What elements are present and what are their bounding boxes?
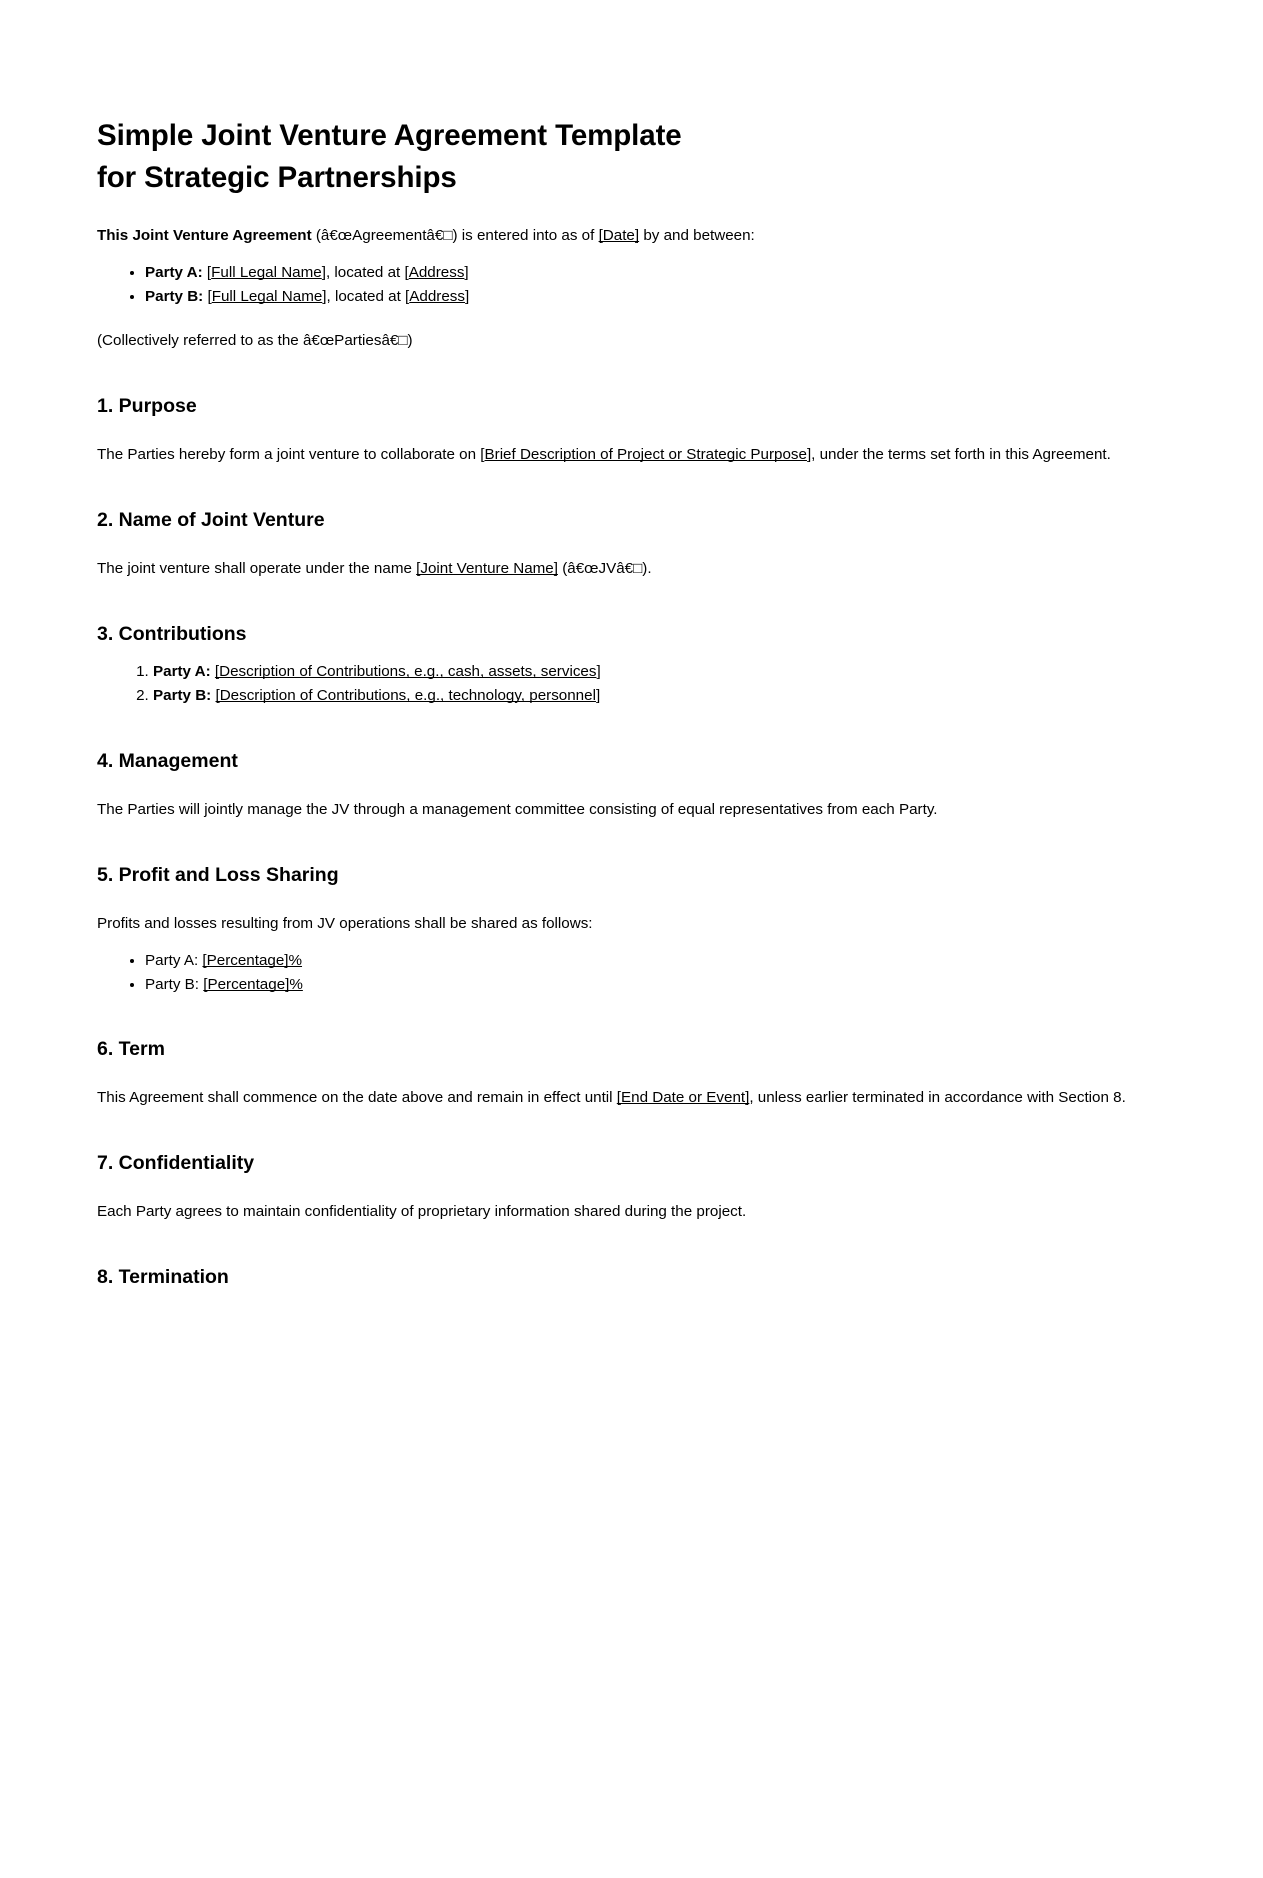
section-heading-confidentiality: 7. Confidentiality <box>97 1152 255 1175</box>
page-title <box>97 115 1180 200</box>
section-body-confidentiality: Each Party agrees to maintain confidentiality of proprietary information shared during the project. <box>97 1203 747 1221</box>
section-body-profit-and-loss: Profits and losses resulting from JV operations shall be shared as follows: <box>97 915 593 933</box>
page-title-line-1: Simple Joint Venture Agreement Template <box>97 119 682 152</box>
intro-paragraph <box>97 225 1180 248</box>
party-middle-text: ], located at [ <box>322 287 410 305</box>
party-address-placeholder: Address <box>408 263 465 281</box>
intro-lead-bold: This Joint Venture Agreement <box>97 226 312 244</box>
section-body-purpose <box>97 444 1180 467</box>
section-heading-contributions: 3. Contributions <box>97 623 247 645</box>
parties-list <box>97 261 1180 308</box>
party-pre-bracket: [ <box>202 263 212 281</box>
list-item <box>145 973 1180 996</box>
list-item <box>153 660 1180 683</box>
list-item <box>145 285 1180 308</box>
profit-percentage-placeholder: [Percentage]% <box>203 975 303 993</box>
party-label: Party B: <box>145 287 204 305</box>
party-post-bracket: ] <box>464 263 469 281</box>
section-body-term <box>97 1087 1180 1110</box>
profit-party-label: Party B: <box>145 975 204 993</box>
contribution-post-bracket: ] <box>596 663 601 681</box>
section-heading-termination: 8. Termination <box>97 1266 229 1289</box>
profit-party-label: Party A: <box>145 951 203 969</box>
contributions-list <box>97 660 1180 707</box>
section-body-management: The Parties will jointly manage the JV through a management committee consisting of equal representatives from each Party. <box>97 800 938 818</box>
party-post-bracket: ] <box>464 287 470 305</box>
list-item <box>145 261 1180 284</box>
party-name-placeholder: Full Legal Name <box>211 263 322 281</box>
party-name-placeholder: Full Legal Name <box>211 287 323 305</box>
contribution-party-label: Party A: <box>153 663 211 681</box>
party-address-placeholder: Address <box>409 287 465 305</box>
jv-name-post-text: (â€œJVâ€□). <box>557 560 652 578</box>
purpose-pre-text: The Parties hereby form a joint venture to collaborate on [ <box>97 446 485 464</box>
jv-name-placeholder: [Joint Venture Name] <box>416 560 558 578</box>
term-end-date-placeholder: [End Date or Event] <box>616 1089 750 1107</box>
contribution-post-bracket: ] <box>595 687 601 705</box>
contribution-placeholder: [Description of Contributions, e.g., technology, personnel <box>215 687 596 705</box>
intro-after-lead: (â€œAgreementâ€□) is entered into as of <box>311 226 599 244</box>
section-heading-management: 4. Management <box>97 749 238 772</box>
section-heading-name-of-jv: 2. Name of Joint Venture <box>97 508 325 531</box>
party-label: Party A: <box>145 263 203 281</box>
document-content <box>97 115 1180 1291</box>
list-item <box>145 949 1180 972</box>
contribution-placeholder: [Description of Contributions, e.g., cash, assets, services <box>214 663 597 681</box>
term-pre-text: This Agreement shall commence on the date above and remain in effect until <box>97 1089 617 1107</box>
jv-name-pre-text: The joint venture shall operate under the name <box>97 560 417 578</box>
collective-parties-line: (Collectively referred to as the â€œPartiesâ€□) <box>97 331 413 349</box>
term-post-text: , unless earlier terminated in accordance with Section 8. <box>749 1089 1126 1107</box>
contribution-party-label: Party B: <box>153 687 212 705</box>
profit-percentage-placeholder: [Percentage]% <box>202 951 303 969</box>
list-item <box>153 684 1180 707</box>
party-middle-text: ], located at [ <box>321 263 409 281</box>
purpose-post-text: ], under the terms set forth in this Agreement. <box>806 446 1111 464</box>
intro-date-placeholder: [Date] <box>598 226 640 244</box>
purpose-placeholder: Brief Description of Project or Strategic Purpose <box>484 446 807 464</box>
section-heading-purpose: 1. Purpose <box>97 394 197 417</box>
intro-after-date: by and between: <box>639 226 755 244</box>
page-title-line-2: for Strategic Partnerships <box>97 161 457 195</box>
party-pre-bracket: [ <box>203 287 212 305</box>
section-heading-term: 6. Term <box>97 1038 165 1060</box>
section-heading-profit-and-loss: 5. Profit and Loss Sharing <box>97 863 339 886</box>
section-body-name-of-jv <box>97 558 1180 581</box>
profit-sharing-list <box>97 949 1180 996</box>
